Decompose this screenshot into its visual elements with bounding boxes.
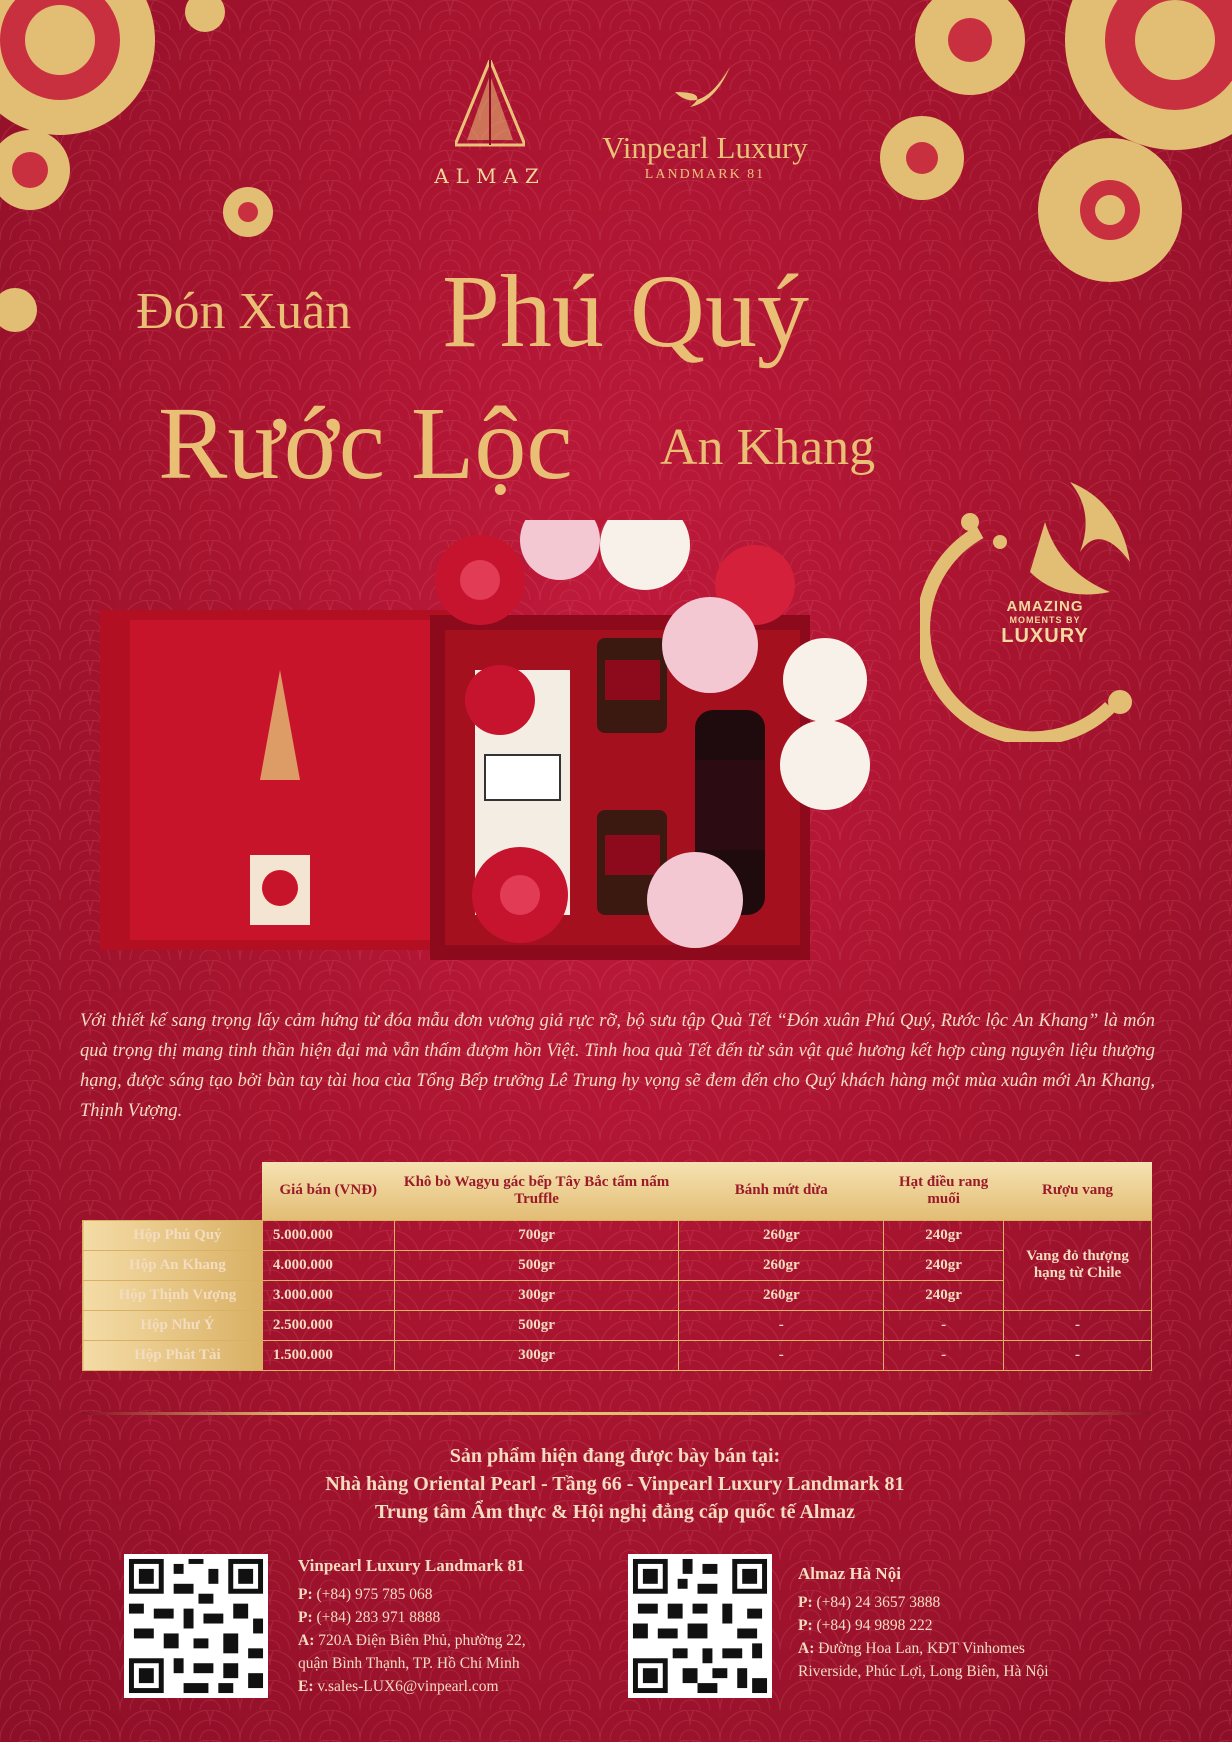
- amazing-moments-badge: [985, 598, 1105, 648]
- phone-link[interactable]: (+84) 283 971 8888: [316, 1609, 441, 1626]
- nuts-cell: 240gr: [884, 1220, 1004, 1250]
- column-header-nuts: Hạt điều rang muối: [884, 1162, 1004, 1220]
- contact-phone-1: P: (+84) 24 3657 3888: [798, 1594, 941, 1611]
- column-header-price: Giá bán (VNĐ): [262, 1162, 394, 1220]
- beef-cell: 300gr: [394, 1280, 679, 1310]
- table-row: [83, 1220, 1152, 1250]
- gold-divider: [82, 1412, 1150, 1415]
- nuts-cell: -: [884, 1310, 1004, 1340]
- row-label: Hộp Như Ý: [83, 1310, 263, 1340]
- availability-heading: Sản phẩm hiện đang được bày bán tại:: [449, 1445, 781, 1467]
- gift-box-image: [100, 520, 890, 960]
- wine-cell: -: [1004, 1310, 1152, 1340]
- contact-almaz: [798, 1562, 1128, 1683]
- table-row: [83, 1280, 1152, 1310]
- cake-cell: -: [679, 1310, 884, 1340]
- nuts-cell: 240gr: [884, 1280, 1004, 1310]
- beef-cell: 300gr: [394, 1340, 679, 1370]
- beef-cell: 700gr: [394, 1220, 679, 1250]
- price-table: [82, 1162, 1152, 1371]
- row-label: Hộp Phú Quý: [83, 1220, 263, 1250]
- table-row: [83, 1250, 1152, 1280]
- cake-cell: 260gr: [679, 1220, 884, 1250]
- table-header-row: [83, 1162, 1152, 1220]
- contact-address: A: 720A Điện Biên Phủ, phường 22,: [298, 1632, 526, 1649]
- headline-line2-large: Rước Lộc: [158, 386, 573, 501]
- price-cell: 4.000.000: [262, 1250, 394, 1280]
- wine-cell: -: [1004, 1340, 1152, 1370]
- contact-phone-2: P: (+84) 94 9898 222: [798, 1617, 933, 1634]
- contact-address-line2: Riverside, Phúc Lợi, Long Biên, Hà Nội: [798, 1663, 1049, 1680]
- row-label: Hộp Thịnh Vượng: [83, 1280, 263, 1310]
- vinpearl-wordmark: Vinpearl Luxury: [602, 130, 808, 165]
- headline-line2-small: An Khang: [660, 419, 876, 476]
- contact-address: A: Đường Hoa Lan, KĐT Vinhomes: [798, 1640, 1025, 1657]
- contact-name: Vinpearl Luxury Landmark 81: [298, 1556, 525, 1575]
- address-line: 720A Điện Biên Phủ, phường 22,: [318, 1632, 526, 1649]
- vinpearl-bird-icon: [670, 62, 740, 122]
- contact-phone-2: P: (+84) 283 971 8888: [298, 1609, 441, 1626]
- almaz-wordmark: ALMAZ: [434, 164, 546, 188]
- vinpearl-logo: [600, 62, 810, 183]
- nuts-cell: -: [884, 1340, 1004, 1370]
- contact-vinpearl: [298, 1554, 598, 1698]
- headline-line1-large: Phú Quý: [442, 254, 809, 369]
- address-line: Đường Hoa Lan, KĐT Vinhomes: [818, 1640, 1025, 1657]
- cake-cell: -: [679, 1340, 884, 1370]
- headline-line1-small: Đón Xuân: [136, 283, 352, 340]
- qr-code-vinpearl[interactable]: [124, 1554, 268, 1698]
- cake-cell: 260gr: [679, 1280, 884, 1310]
- table-row: [83, 1340, 1152, 1370]
- row-label: Hộp Phát Tài: [83, 1340, 263, 1370]
- cake-cell: 260gr: [679, 1250, 884, 1280]
- availability-block: [200, 1442, 1030, 1526]
- almaz-diamond-icon: [455, 60, 525, 150]
- description-paragraph: Với thiết kế sang trọng lấy cảm hứng từ đóa mẫu đơn vương giả rực rỡ, bộ sưu tập Quà Tết “Đón xuân Phú Quý, Rước lộc An Khang” là món quà trọng thị mang tinh thần hiện đại mà vẫn thấm đượm hồn Việt. Tinh hoa quà Tết đến từ sản vật quê hương kết hợp cùng nguyên liệu thượng hạng, được sáng tạo bởi bàn tay tài hoa của Tổng Bếp trưởng Lê Trung hy vọng sẽ đem đến cho Quý khách hàng một mùa xuân mới An Khang, Thịnh Vượng.: [80, 1011, 1155, 1121]
- column-header-cake: Bánh mứt dừa: [679, 1162, 884, 1220]
- row-label: Hộp An Khang: [83, 1250, 263, 1280]
- column-header-beef: Khô bò Wagyu gác bếp Tây Bắc tẩm nấm Truffle: [394, 1162, 679, 1220]
- badge-line1: AMAZING: [1006, 598, 1084, 615]
- phone-link[interactable]: (+84) 94 9898 222: [816, 1617, 933, 1634]
- badge-line2: MOMENTS BY: [1009, 615, 1081, 625]
- phone-link[interactable]: (+84) 975 785 068: [316, 1586, 433, 1603]
- table-row: [83, 1310, 1152, 1340]
- beef-cell: 500gr: [394, 1310, 679, 1340]
- contact-email: E: v.sales-LUX6@vinpearl.com: [298, 1678, 499, 1695]
- availability-location-1: Nhà hàng Oriental Pearl - Tầng 66 - Vinpearl Luxury Landmark 81: [325, 1473, 905, 1495]
- column-header-wine: Rượu vang: [1004, 1162, 1152, 1220]
- almaz-logo: [420, 60, 560, 188]
- qr-code-almaz[interactable]: [628, 1554, 772, 1698]
- price-cell: 1.500.000: [262, 1340, 394, 1370]
- beef-cell: 500gr: [394, 1250, 679, 1280]
- table-corner: [83, 1162, 263, 1220]
- price-cell: 2.500.000: [262, 1310, 394, 1340]
- contact-phone-1: P: (+84) 975 785 068: [298, 1586, 433, 1603]
- vinpearl-subtitle: LANDMARK 81: [644, 167, 766, 182]
- price-cell: 5.000.000: [262, 1220, 394, 1250]
- availability-location-2: Trung tâm Ẩm thực & Hội nghị đẳng cấp quốc tế Almaz: [375, 1501, 855, 1523]
- nuts-cell: 240gr: [884, 1250, 1004, 1280]
- wine-merged-cell: Vang đỏ thượng hạng từ Chile: [1004, 1220, 1152, 1310]
- phone-link[interactable]: (+84) 24 3657 3888: [816, 1594, 941, 1611]
- badge-line3: LUXURY: [1001, 625, 1089, 647]
- contact-address-line2: quận Bình Thạnh, TP. Hồ Chí Minh: [298, 1655, 520, 1672]
- email-link[interactable]: v.sales-LUX6@vinpearl.com: [317, 1678, 499, 1695]
- contact-name: Almaz Hà Nội: [798, 1564, 901, 1583]
- price-cell: 3.000.000: [262, 1280, 394, 1310]
